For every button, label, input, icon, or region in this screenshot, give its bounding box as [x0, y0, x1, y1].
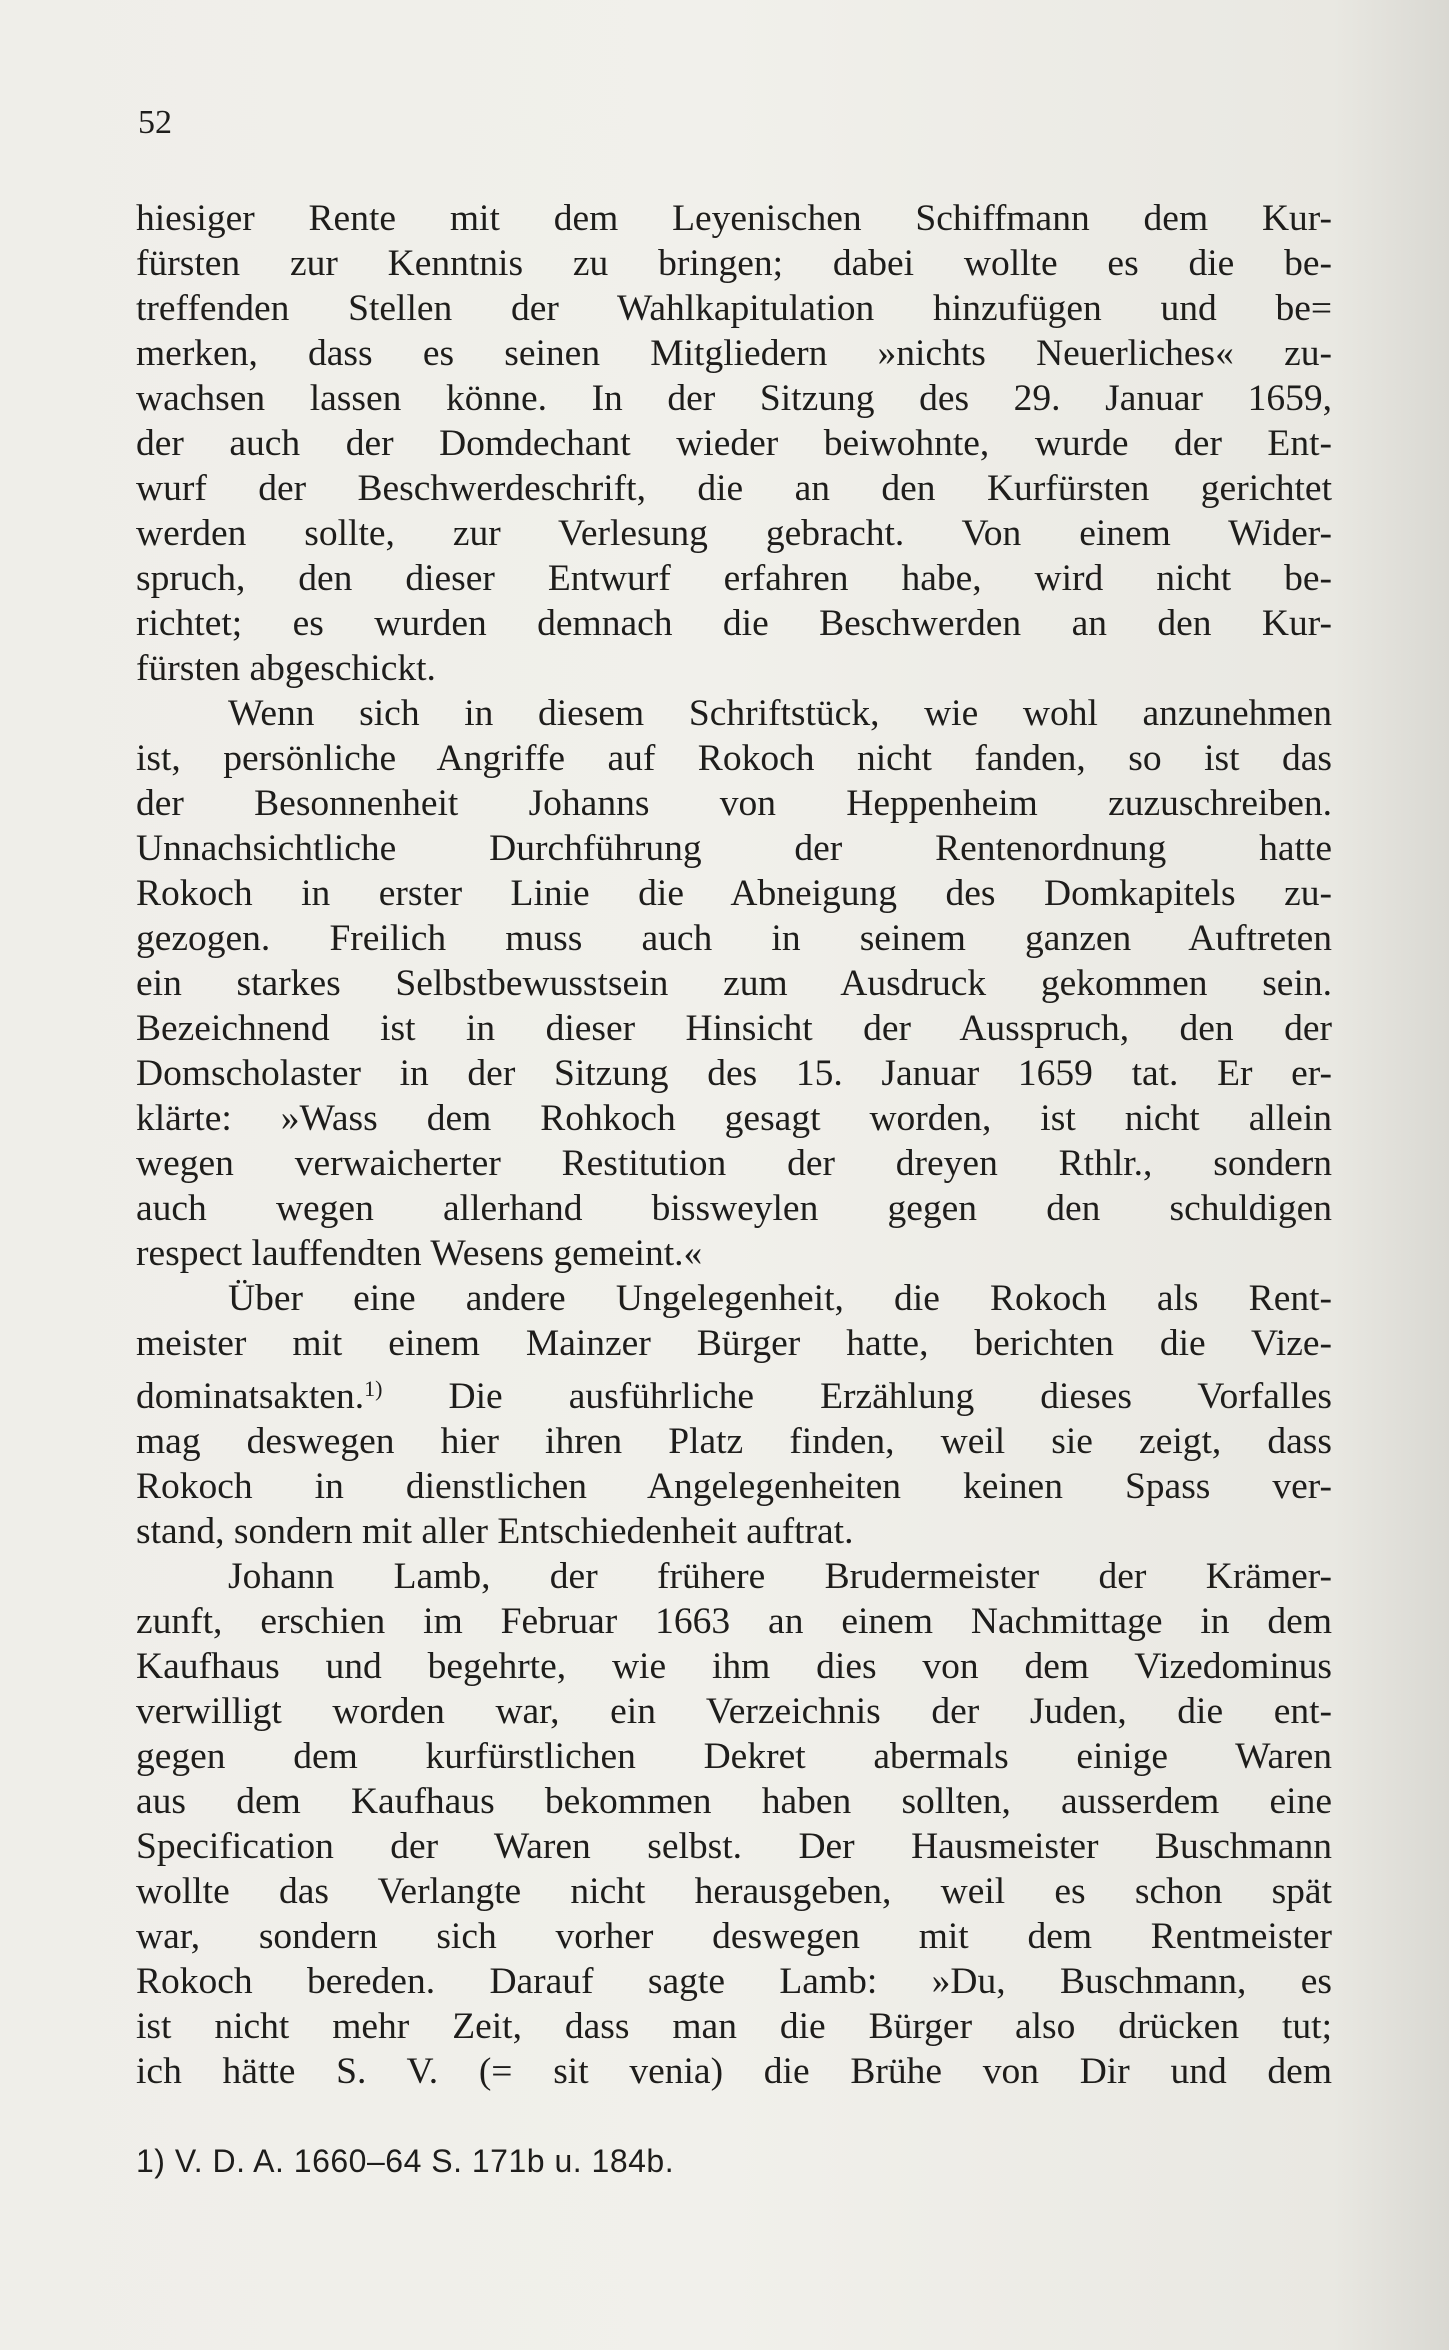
- text-line: aus dem Kaufhaus bekommen haben sollten, ausserdem eine: [136, 1781, 1332, 1822]
- text-segment: dominatsakten.: [136, 1376, 365, 1417]
- text-line: der auch der Domdechant wieder beiwohnte, wurde der Ent-: [136, 423, 1332, 464]
- text-line: merken, dass es seinen Mitgliedern »nichts Neuerliches« zu-: [136, 333, 1332, 374]
- text-line: der Besonnenheit Johanns von Heppenheim zuzuschreiben.: [136, 783, 1332, 824]
- text-line: verwilligt worden war, ein Verzeichnis der Juden, die ent-: [136, 1691, 1332, 1732]
- text-line: Kaufhaus und begehrte, wie ihm dies von dem Vizedominus: [136, 1646, 1332, 1687]
- text-line: zunft, erschien im Februar 1663 an einem Nachmittage in dem: [136, 1601, 1332, 1642]
- paragraph-1: [136, 196, 1332, 691]
- text-line: respect lauffendten Wesens gemeint.«: [136, 1233, 703, 1274]
- text-line: Wenn sich in diesem Schriftstück, wie wohl anzunehmen: [228, 693, 1332, 734]
- text-line: ein starkes Selbstbewusstsein zum Ausdruck gekommen sein.: [136, 963, 1332, 1004]
- text-line: mag deswegen hier ihren Platz finden, weil sie zeigt, dass: [136, 1421, 1332, 1462]
- text-line: gezogen. Freilich muss auch in seinem ganzen Auftreten: [136, 918, 1332, 959]
- text-line: wurf der Beschwerdeschrift, die an den Kurfürsten gerichtet: [136, 468, 1332, 509]
- text-line: Rokoch in dienstlichen Angelegenheiten keinen Spass ver-: [136, 1466, 1332, 1507]
- text-line: treffenden Stellen der Wahlkapitulation hinzufügen und be=: [136, 288, 1332, 329]
- text-segment: Die ausführliche Erzählung dieses Vorfalles: [448, 1376, 1333, 1417]
- text-line: stand, sondern mit aller Entschiedenheit auftrat.: [136, 1511, 854, 1552]
- text-line: fürsten abgeschickt.: [136, 648, 436, 689]
- text-line: meister mit einem Mainzer Bürger hatte, berichten die Vize-: [136, 1323, 1332, 1364]
- text-line: Rokoch in erster Linie die Abneigung des Domkapitels zu-: [136, 873, 1332, 914]
- text-line: Specification der Waren selbst. Der Hausmeister Buschmann: [136, 1826, 1332, 1867]
- text-line: klärte: »Wass dem Rohkoch gesagt worden, ist nicht allein: [136, 1098, 1332, 1139]
- body-text: [136, 196, 1332, 2094]
- text-line: ist, persönliche Angriffe auf Rokoch nicht fanden, so ist das: [136, 738, 1332, 779]
- footnote-reference: 1): [364, 1376, 383, 1401]
- footnote: 1) V. D. A. 1660–64 S. 171b u. 184b.: [136, 2143, 675, 2179]
- text-line: Bezeichnend ist in dieser Hinsicht der Ausspruch, den der: [136, 1008, 1332, 1049]
- text-line: Domscholaster in der Sitzung des 15. Januar 1659 tat. Er er-: [136, 1053, 1332, 1094]
- text-line: wegen verwaicherter Restitution der dreyen Rthlr., sondern: [136, 1143, 1332, 1184]
- paragraph-4: [136, 1554, 1332, 2094]
- text-line: ich hätte S. V. (= sit venia) die Brühe von Dir und dem: [136, 2051, 1332, 2092]
- text-line: ist nicht mehr Zeit, dass man die Bürger also drücken tut;: [136, 2006, 1332, 2047]
- text-line: gegen dem kurfürstlichen Dekret abermals einige Waren: [136, 1736, 1332, 1777]
- text-line: spruch, den dieser Entwurf erfahren habe, wird nicht be-: [136, 558, 1332, 599]
- paragraph-2: [136, 691, 1332, 1276]
- text-line: werden sollte, zur Verlesung gebracht. Von einem Wider-: [136, 513, 1332, 554]
- text-line: auch wegen allerhand bissweylen gegen den schuldigen: [136, 1188, 1332, 1229]
- paragraph-3: [136, 1276, 1332, 1554]
- page-number: 52: [138, 104, 172, 141]
- text-line: war, sondern sich vorher deswegen mit dem Rentmeister: [136, 1916, 1332, 1957]
- text-line: richtet; es wurden demnach die Beschwerden an den Kur-: [136, 603, 1332, 644]
- text-line-with-footnote: [136, 1366, 1332, 1419]
- text-line: Unnachsichtliche Durchführung der Rentenordnung hatte: [136, 828, 1332, 869]
- text-line: Rokoch bereden. Darauf sagte Lamb: »Du, Buschmann, es: [136, 1961, 1332, 2002]
- text-line: Über eine andere Ungelegenheit, die Rokoch als Rent-: [228, 1278, 1332, 1319]
- text-line: fürsten zur Kenntnis zu bringen; dabei wollte es die be-: [136, 243, 1332, 284]
- text-line: hiesiger Rente mit dem Leyenischen Schiffmann dem Kur-: [136, 198, 1332, 239]
- text-line: Johann Lamb, der frühere Brudermeister der Krämer-: [228, 1556, 1332, 1597]
- text-line: wachsen lassen könne. In der Sitzung des 29. Januar 1659,: [136, 378, 1332, 419]
- text-line: wollte das Verlangte nicht herausgeben, weil es schon spät: [136, 1871, 1332, 1912]
